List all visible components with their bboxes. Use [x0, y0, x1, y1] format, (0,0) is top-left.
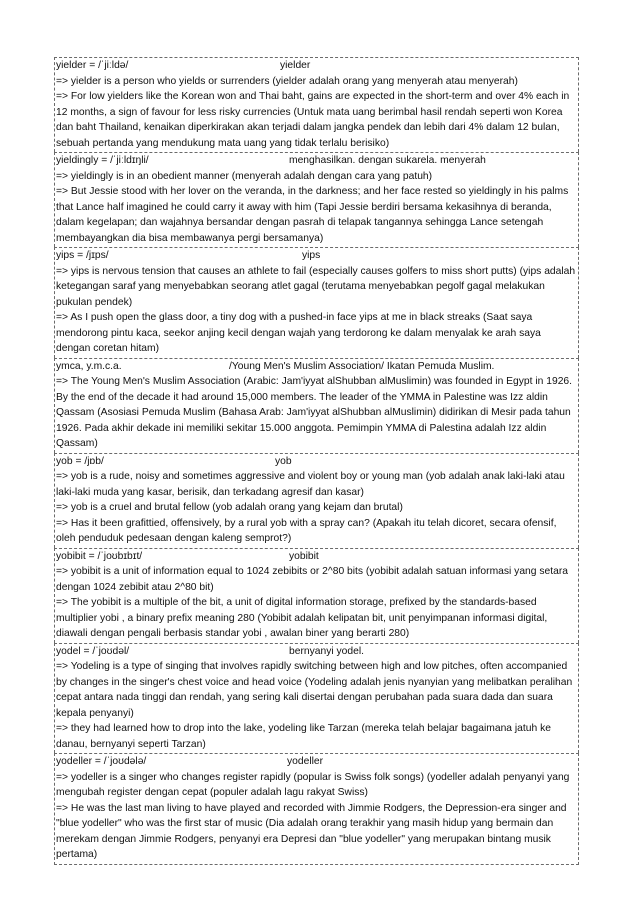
translation: yips: [302, 250, 321, 261]
entry-head: [56, 58, 577, 74]
headword: yieldingly = /ˈjiːldɪŋli/: [56, 155, 149, 166]
entry-yieldingly: [54, 152, 579, 247]
definition-line: => yobibit is a unit of information equal to 1024 zebibits or 2^80 bits (yobibit adalah satuan informasi yang setara dengan 1024 zebibit atau 2^80 bit): [56, 566, 568, 593]
translation: yielder: [280, 60, 311, 71]
entry-yobibit: [54, 548, 579, 643]
entry-head: [56, 644, 577, 660]
example-line: => He was the last man living to have played and recorded with Jimmie Rodgers, the Depression-era singer and "blue yodeller" who was the first star of music (Dia adalah orang terakhir yang masih hidup yang bermain dan merekam dengan Jimmie Rodgers, penyanyi era Depresi dan "blue yodeller" yang merupakan bintang musik pertama): [56, 802, 567, 860]
definition-line: => yielder is a person who yields or surrenders (yielder adalah orang yang menyerah atau menyerah): [56, 75, 518, 87]
entry-yielder: [54, 57, 579, 152]
example-line: => For low yielders like the Korean won and Thai baht, gains are expected in the short-term and over 4% each in 12 months, a sign of favour for less risky currencies (Untuk mata uang berimbal hasil rendah seperti won Korea dan baht Thailand, kenaikan diperkirakan akan terjadi dalam jangka pendek dan lebih dari 4% dalam 12 bulan, sebuah pertanda yang mendukung mata uang yang tidak terlalu berisiko): [56, 91, 570, 149]
translation: yodeller: [287, 756, 324, 767]
headword: yobibit = /ˈjoʊbɪbɪt/: [56, 550, 143, 562]
definition-line: => Yodeling is a type of singing that involves rapidly switching between high and low pitches, often accompanied by changes in the singer's chest voice and head voice (Yodeling adalah jenis nyanyian yang melibatkan peralihan cepat antara nada tinggi dan rendah, yang sering kali disertai dengan perubahan pada suara dada dan suara kepala penyanyi): [56, 661, 573, 719]
translation: yobibit: [289, 550, 319, 562]
definition-line: => yob is a rude, noisy and sometimes aggressive and violent boy or young man (yob adalah anak laki-laki atau laki-laki muda yang kasar, berisik, dan terkadang agresif dan kasar): [56, 471, 565, 498]
headword: yodeller = /ˈjoʊdələ/: [56, 756, 147, 767]
entry-ymca: [54, 358, 579, 453]
translation: menghasilkan. dengan sukarela. menyerah: [289, 155, 486, 166]
entry-head: [56, 359, 577, 375]
definition-line: => yob is a cruel and brutal fellow (yob adalah orang yang kejam dan brutal): [56, 502, 403, 513]
translation: bernyanyi yodel.: [289, 645, 364, 657]
example-line: => But Jessie stood with her lover on the veranda, in the darkness; and her face rested so yieldingly in his palms that Lance half imagined he could carry it away with him (Tapi Jessie berdiri bersama kekasihnya di beranda, dalam kegelapan; dan wajahnya bersandar dengan pasrah di telapak tangannya sehingga Lance setengah membayangkan dia bisa membawanya pergi bersamanya): [56, 186, 569, 244]
example-line: => As I push open the glass door, a tiny dog with a pushed-in face yips at me in black streaks (Saat saya mendorong pintu kaca, seekor anjing kecil dengan wajah yang terdorong ke dalam menyalak ke arah saya dengan coretan hitam): [56, 312, 541, 354]
headword: ymca, y.m.c.a.: [56, 360, 122, 372]
entry-head: [56, 248, 577, 264]
entry-head: [56, 454, 577, 470]
headword: yips = /jɪps/: [56, 250, 109, 261]
entry-yob: [54, 453, 579, 548]
entry-head: [56, 754, 577, 770]
dictionary-document: [54, 57, 579, 865]
entry-yodeller: [54, 753, 579, 865]
entry-yips: [54, 247, 579, 358]
entry-yodel: [54, 643, 579, 754]
headword: yielder = /ˈjiːldə/: [56, 60, 129, 71]
example-line: => they had learned how to drop into the lake, yodeling like Tarzan (mereka telah belajar bagaimana jatuh ke danau, bernyanyi seperti Tarzan): [56, 723, 551, 750]
definition-line: => yodeller is a singer who changes register rapidly (popular is Swiss folk songs) (yodeller adalah penyanyi yang mengubah register dengan cepat (populer adalah lagu rakyat Swiss): [56, 771, 570, 798]
definition-line: => yieldingly is in an obedient manner (menyerah adalah dengan cara yang patuh): [56, 170, 433, 182]
example-line: => The yobibit is a multiple of the bit, a unit of digital information storage, prefixed by the standards-based multiplier yobi , a binary prefix meaning 280 (Yobibit adalah kelipatan bit, unit penyimpanan informasi digital, diawali dengan pengali berbasis standar yobi , awalan biner yang berarti 280): [56, 597, 548, 639]
translation: yob: [275, 455, 292, 467]
entry-head: [56, 153, 577, 169]
entry-head: [56, 549, 577, 565]
translation: /Young Men's Muslim Association/ Ikatan Pemuda Muslim.: [229, 360, 495, 372]
headword: yob = /jɒb/: [56, 455, 104, 467]
headword: yodel = /ˈjoʊdəl/: [56, 645, 130, 657]
example-line: => Has it been grafittied, offensively, by a rural yob with a spray can? (Apakah itu telah dicoret, secara ofensif, oleh penduduk pedesaan dengan kaleng semprot?): [56, 517, 557, 544]
definition-line: => yips is nervous tension that causes an athlete to fail (especially causes golfers to miss short putts) (yips adalah ketegangan saraf yang menyebabkan seorang atlet gagal (terutama menyebabkan pegolf gagal melakukan pukulan pendek): [56, 265, 576, 308]
definition-line: => The Young Men's Muslim Association (Arabic: Jam'iyyat alShubban alMuslimin) was founded in Egypt in 1926. By the end of the decade it had around 15,000 members. The leader of the YMMA in Palestine was Izz aldin Qassam (Asosiasi Pemuda Muslim (Bahasa Arab: Jam'iyyat alShubban alMuslimin) didirikan di Mesir pada tahun 1926. Pada akhir dekade ini memiliki sekitar 15.000 anggota. Pemimpin YMMA di Palestina adalah Izz aldin Qassam): [56, 376, 573, 449]
